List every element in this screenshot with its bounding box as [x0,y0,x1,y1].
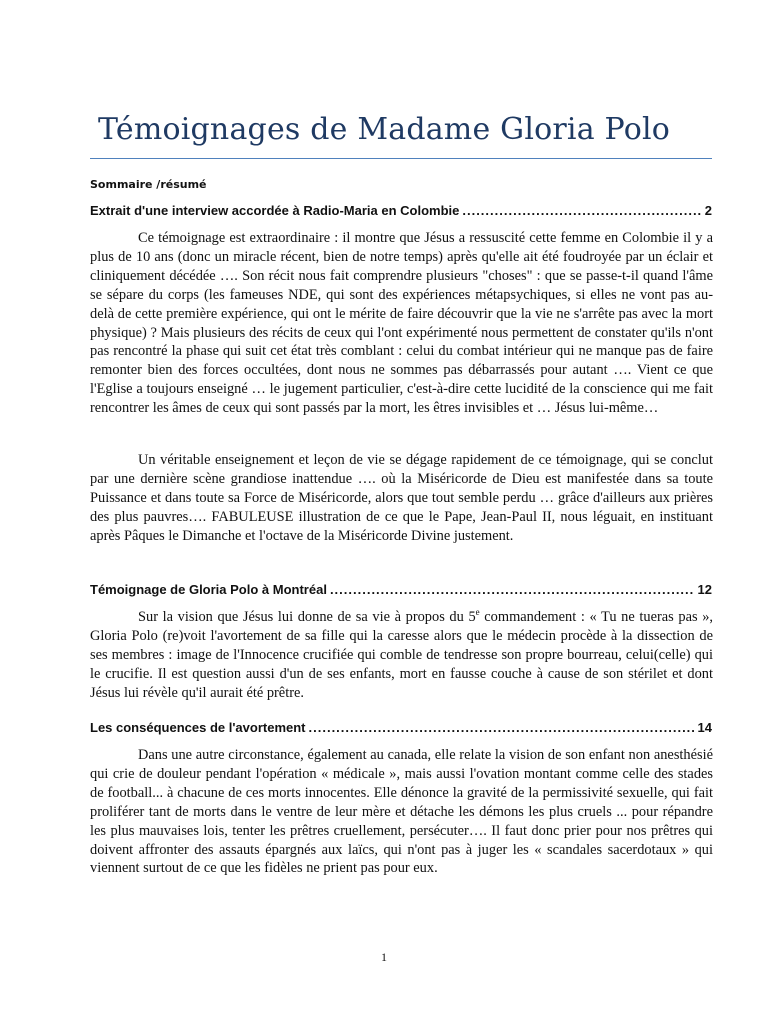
paragraph [90,608,713,703]
toc-entry-montreal[interactable] [90,582,712,597]
toc-leader-dots [309,720,695,735]
superscript-ordinal: e [475,607,480,618]
summary-label: Sommaire /résumé [90,178,207,191]
toc-entry-radio-maria[interactable] [90,203,712,218]
paragraph: Ce témoignage est extraordinaire : il montre que Jésus a ressuscité cette femme en Colombie il y a plus de 10 ans (donc un miracle récent, bien de notre temps) après qu'elle ait été foudroyée par un éclair et cliniquement décédée …. Son récit nous fait comprendre plusieurs "choses" : que se passe-t-il quand l'âme se sépare du corps (les fameuses NDE, qui sont des expériences métapsychiques, si elles ne vont pas au-delà de cette première expérience, qui ont le mérite de faire découvrir que la vie ne s'arrête pas avec la mort physique) ? Mais plusieurs des récits de ceux qui l'ont expérimenté nous permettent de constater qu'ils n'ont pas rencontré la phase qui suit cet état très comblant : celui du combat intérieur qui ne manque pas de faire remonter bien des forces occultées, dont nous ne sommes pas débarrassés pour autant …. Vient ce que l'Eglise a toujours enseigné … le jugement particulier, c'est-à-dire cette lucidité de la conscience qui me fait rencontrer les âmes de ceux qui sont passés par la mort, les êtres invisibles et … Jésus lui-même… [90,230,713,417]
toc-page-number: 12 [697,582,712,597]
toc-heading: Témoignage de Gloria Polo à Montréal [90,582,327,597]
toc-leader-dots [330,582,695,597]
title-divider [90,158,712,159]
paragraph: Dans une autre circonstance, également au canada, elle relate la vision de son enfant non anesthésié qui crie de douleur pendant l'opération « médicale », mais aussi l'ovation montant comme celle des stades de football... à chacune de ces morts innocentes. Elle dénonce la gravité de la permissivité sexuelle, qui fait proliférer tant de morts dans le ventre de leur mère et détache les démons les plus cruels ... pour répandre les plus mauvaises lois, tenter les prêtres cruellement, persécuter…. Il faut donc prier pour nos prêtres qui doivent affronter des assauts épargnés aux laïcs, qui n'ont pas à juger les « scandales sacerdotaux » qui viennent surtout de ce que les fidèles ne prient pas pour eux. [90,747,713,877]
paragraph-text-start: Sur la vision que Jésus lui donne de sa vie à propos du 5 [138,609,476,625]
toc-page-number: 14 [697,720,712,735]
toc-heading: Les conséquences de l'avortement [90,720,306,735]
toc-entry-avortement[interactable] [90,720,712,735]
page-number: 1 [381,950,387,964]
toc-page-number: 2 [704,203,712,218]
paragraph: Un véritable enseignement et leçon de vie se dégage rapidement de ce témoignage, qui se conclut par une dernière scène grandiose inattendue …. où la Miséricorde de Dieu est manifestée dans sa toute Puissance et dans toute sa Force de Miséricorde, alors que tout semble perdu … grâce d'ailleurs aux prières des plus pauvres…. FABULEUSE illustration de ce que le Pape, Jean-Paul II, nous léguait, en instituant après Pâques le Dimanche et l'octave de la Miséricorde Divine justement. [90,452,713,544]
document-title: Témoignages de Madame Gloria Polo [97,112,671,147]
toc-heading: Extrait d'une interview accordée à Radio-Maria en Colombie [90,203,460,218]
toc-leader-dots [462,203,701,218]
paragraph-text-end: commandement : « Tu ne tueras pas », Gloria Polo (re)voit l'avortement de sa fille qui la caresse alors que le médecin procède à la dissection de ses membres : image de l'Innocence crucifiée qui comble de tendresse son propre bourreau, celui(celle) qui le crucifie. Il est question aussi d'un de ses enfants, mort en fausse couche à cause de son stérilet et dont Jésus lui révèle qu'il aurait été prêtre. [90,609,713,701]
